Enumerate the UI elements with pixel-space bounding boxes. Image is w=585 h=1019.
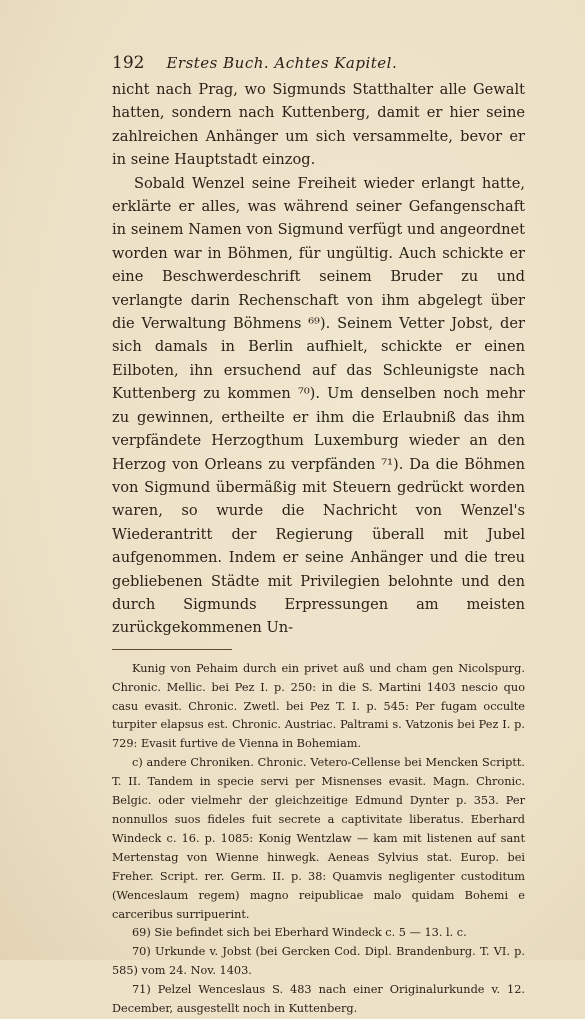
paragraph: Sobald Wenzel seine Freiheit wieder erlangt hatte, erklärte er alles, was während seiner Gefangenschaft in seinem Namen von Sigmund verfügt und angeordnet worden war in Böhmen, für ungültig. Auch schickte er eine Beschwerdeschrift seinem Bruder zu und verlangte darin Rechenschaft von ihm abgelegt über die Verwaltung Böhmens ⁶⁹). Seinem Vetter Jobst, der sich damals in Berlin aufhielt, schickte er einen Eilboten, ihn ersuchend auf das Schleunigste nach Kuttenberg zu kommen ⁷⁰). Um denselben noch mehr zu gewinnen, ertheilte er ihm die Erlaubniß das ihm verpfändete Herzogthum Luxemburg wieder an den Herzog von Orleans zu verpfänden ⁷¹). Da die Böhmen von Sigmund übermäßig mit Steuern gedrückt worden waren, so wurde die Nachricht von Wenzel's Wiederantritt der Regierung überall mit Jubel aufgenommen. Indem er seine Anhänger und die treu gebliebenen Städte mit Privilegien belohnte und den durch Sigmunds Erpressungen am meisten zurückgekommenen Un- xyxy=(112,174,525,637)
running-head: Erstes Buch. Achtes Kapitel. xyxy=(166,54,398,72)
page-header xyxy=(112,52,525,74)
footnote-71: 71) Pelzel Wenceslaus S. 483 nach einer Originalurkunde v. 12. December, ausgestellt noch in Kuttenberg. xyxy=(112,983,525,1016)
footnote-c: c) andere Chroniken. Chronic. Vetero-Cellense bei Mencken Scriptt. T. II. Tandem in specie servi per Misnenses evasit. Magn. Chronic. Belgic. oder vielmehr der gleichzeitige Edmund Dynter p. 353. Per nonnullos suos fideles fuit secrete a captivitate liberatus. Eberhard Windeck c. 16. p. 1085: Konig Wentzlaw — kam mit listenen auf sant Mertenstag von Wienne hinwegk. Aeneas Sylvius stat. Europ. bei Freher. Script. rer. Germ. II. p. 38: Quamvis negligenter custoditum (Wenceslaum regem) magno reipublicae malo quidam Bohemi e carceribus surripuerint. xyxy=(112,756,525,921)
footnote-69: 69) Sie befindet sich bei Eberhard Windeck c. 5 — 13. l. c. xyxy=(132,926,467,940)
page-number: 192 xyxy=(112,53,145,73)
paragraph-continuation: nicht nach Prag, wo Sigmunds Statthalter alle Gewalt hatten, sondern nach Kuttenberg, damit er hier seine zahlreichen Anhänger um sich versammelte, bevor er in seine Hauptstadt einzog. xyxy=(112,81,525,169)
footnote-continuation: Kunig von Pehaim durch ein privet auß und cham gen Nicolspurg. Chronic. Mellic. bei Pez I. p. 250: in die S. Martini 1403 nescio quo casu evasit. Chronic. Zwetl. bei Pez T. I. p. 545: Per fugam occulte turpiter elapsus est. Chronic. Austriac. Paltrami s. Vatzonis bei Pez I. p. 729: Evasit furtive de Vienna in Bohemiam. xyxy=(112,661,525,751)
footnote-70: 70) Urkunde v. Jobst (bei Gercken Cod. Dipl. Brandenburg. T. VI. p. 585) vom 24. Nov. 1403. xyxy=(112,945,525,978)
footnote-separator xyxy=(112,649,232,650)
footnotes xyxy=(112,660,525,1019)
main-text xyxy=(112,78,525,640)
